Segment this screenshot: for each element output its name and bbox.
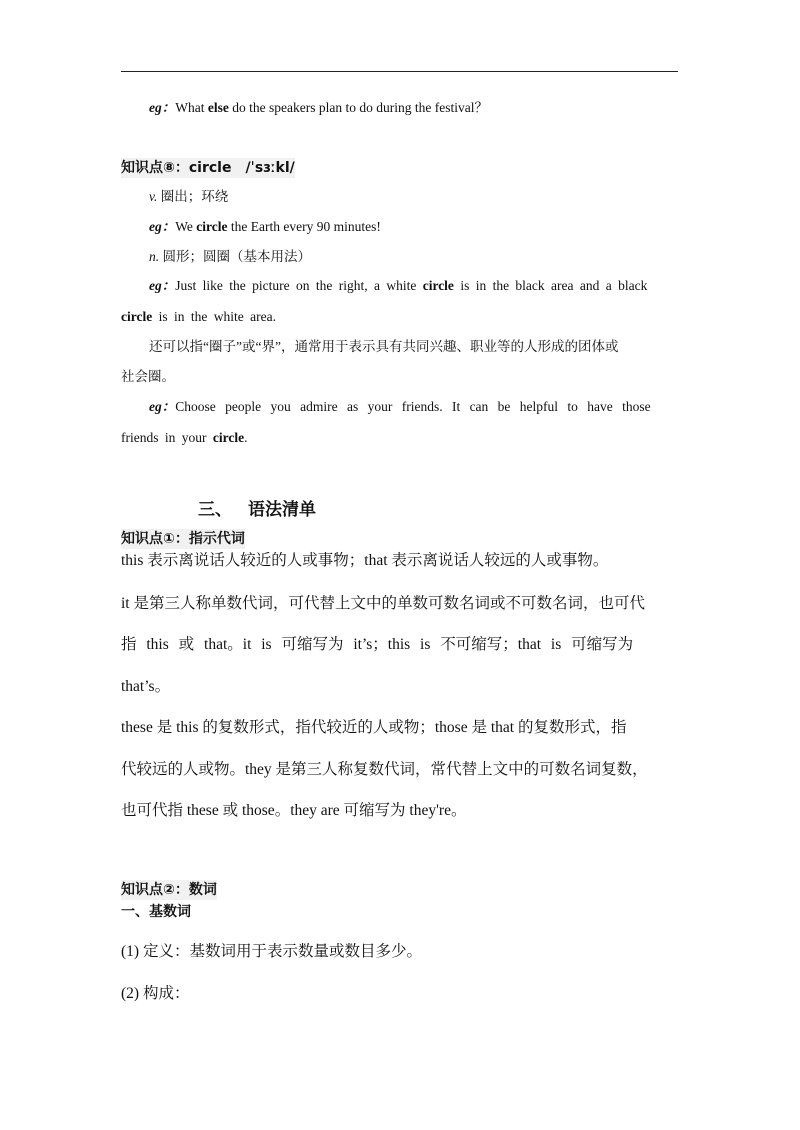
keyword-circle: circle: [121, 309, 153, 324]
knowledge-point-8-title: 知识点⑧：circle /ˈsɜːkl/: [121, 160, 295, 176]
example-text: the Earth every 90 minutes!: [227, 219, 381, 234]
verb-definition: [149, 188, 228, 206]
example-text: Just like the picture on the right, a white: [175, 278, 423, 293]
paragraph-these-line2: 代较远的人或物。they 是第三人称复数代词，常代替上文中的可数名词复数，: [121, 761, 648, 778]
keyword-circle: circle: [212, 430, 245, 445]
example-text: friends in your: [121, 430, 213, 445]
eg-label: eg：: [149, 278, 176, 293]
eg-label: eg：: [149, 399, 176, 414]
paragraph-it-line1: it 是第三人称单数代词，可代替上文中的单数可数名词或不可数名词，也可代: [121, 595, 645, 612]
example-text: What: [175, 100, 208, 115]
paragraph-it-line2: 指 this 或 that。it is 可缩写为 it’s；this is 不可缩写；that is 可缩写为: [121, 636, 634, 653]
paragraph-these-line1: these 是 this 的复数形式，指代较近的人或物；those 是 that 的复数形式，指: [121, 719, 627, 736]
noun-definition: [149, 248, 311, 266]
example-circle-group-line2: [121, 429, 247, 447]
example-text: is in the black area and a black: [453, 278, 648, 293]
definition-text: 圈出；环绕: [157, 189, 229, 204]
subsection-title: 一、基数词: [121, 904, 191, 920]
header-rule: [121, 71, 678, 72]
extended-meaning-line1: 还可以指“圈子”或“界”，通常用于表示具有共同兴趣、职业等的人形成的团体或: [149, 339, 619, 354]
knowledge-point-1-title: 知识点①：指示代词: [121, 531, 245, 547]
eg-label: eg：: [149, 100, 176, 115]
list-item-definition: (1) 定义：基数词用于表示数量或数目多少。: [121, 943, 422, 960]
example-text: do the speakers plan to do during the festival？: [228, 100, 488, 115]
example-circle-noun-line1: [149, 277, 678, 295]
knowledge-point-2-title: 知识点②：数词: [121, 882, 217, 898]
keyword-circle: circle: [422, 278, 454, 293]
example-text: Choose people you admire as your friends. It can be helpful to have those: [175, 399, 651, 414]
paragraph-this-that: this 表示离说话人较近的人或事物；that 表示离说话人较远的人或事物。: [121, 552, 609, 569]
example-text: is in the white area.: [152, 309, 276, 324]
example-circle-verb: [149, 218, 381, 236]
extended-meaning-line2: 社会圈。: [121, 369, 175, 384]
example-text: We: [175, 219, 197, 234]
keyword-else: else: [207, 100, 229, 115]
definition-text: 圆形；圆圈（基本用法）: [159, 249, 311, 264]
paragraph-it-line3: that’s。: [121, 678, 171, 695]
eg-label: eg：: [149, 219, 176, 234]
example-else: [149, 99, 488, 117]
part-of-speech: v.: [149, 189, 158, 204]
section-number: 三、: [198, 500, 232, 520]
example-circle-group-line1: [149, 398, 651, 416]
part-of-speech: n.: [149, 249, 160, 264]
example-text: .: [244, 430, 248, 445]
paragraph-these-line3: 也可代指 these 或 those。they are 可缩写为 they're。: [121, 802, 467, 819]
keyword-circle: circle: [196, 219, 228, 234]
example-circle-noun-line2: [121, 308, 276, 326]
list-item-composition: (2) 构成：: [121, 985, 190, 1002]
section-title: 语法清单: [248, 500, 316, 520]
